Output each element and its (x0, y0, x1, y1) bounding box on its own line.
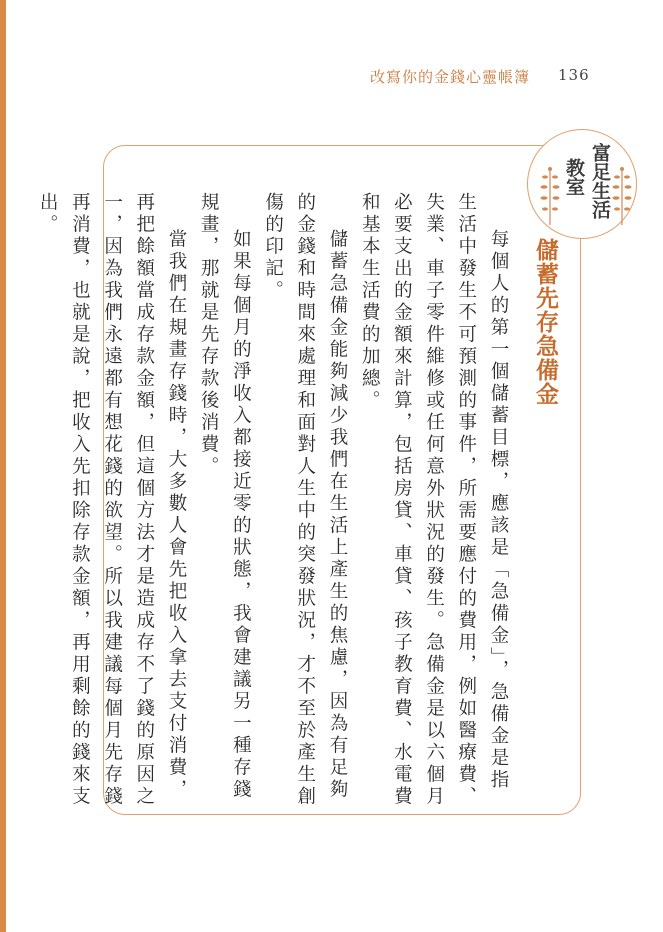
badge-line-1: 富足生活 (589, 143, 611, 219)
paragraph: 每個人的第一個儲蓄目標，應該是「急備金」，急備金是指生活中發生不可預測的事件，所需要應付的費用，例如醫療費、失業、車子零件維修或任何意外狀況的發生。急備金是以六個月必要支出的金額來計算，包括房貸、車貸、孩子教育費、水電費和基本生活費的加總。 (359, 192, 509, 808)
section-badge (527, 129, 637, 239)
right-sprig-icon (610, 165, 634, 227)
paragraph: 如果每個月的淨收入都接近零的狀態，我會建議另一種存錢規畫，那就是先存款後消費。 (198, 192, 252, 801)
badge-line-2: 教室 (563, 158, 585, 196)
running-title: 改寫你的金錢心靈帳簿 (370, 68, 531, 86)
left-sprig-icon (538, 165, 562, 227)
paragraph: 儲蓄急備金能夠減少我們在生活上產生的焦慮，因為有足夠的金錢和時間來處理和面對人生中的突發狀況，才不至於產生創傷的印記。 (262, 192, 348, 808)
body-text (31, 192, 514, 812)
section-title: 儲蓄先存急備金 (532, 238, 558, 406)
paragraph: 當我們在規畫存錢時，大多數人會先把收入拿去支付消費，再把餘額當成存款金額，但這個方法才是造成存不了錢的原因之一，因為我們永遠都有想花錢的欲望。所以我建議每個月先存錢再消費，也就是說，把收入先扣除存款金額，再用剩餘的錢來支出。 (37, 192, 187, 808)
page-number: 136 (558, 66, 590, 84)
page-edge-bar (0, 0, 6, 932)
